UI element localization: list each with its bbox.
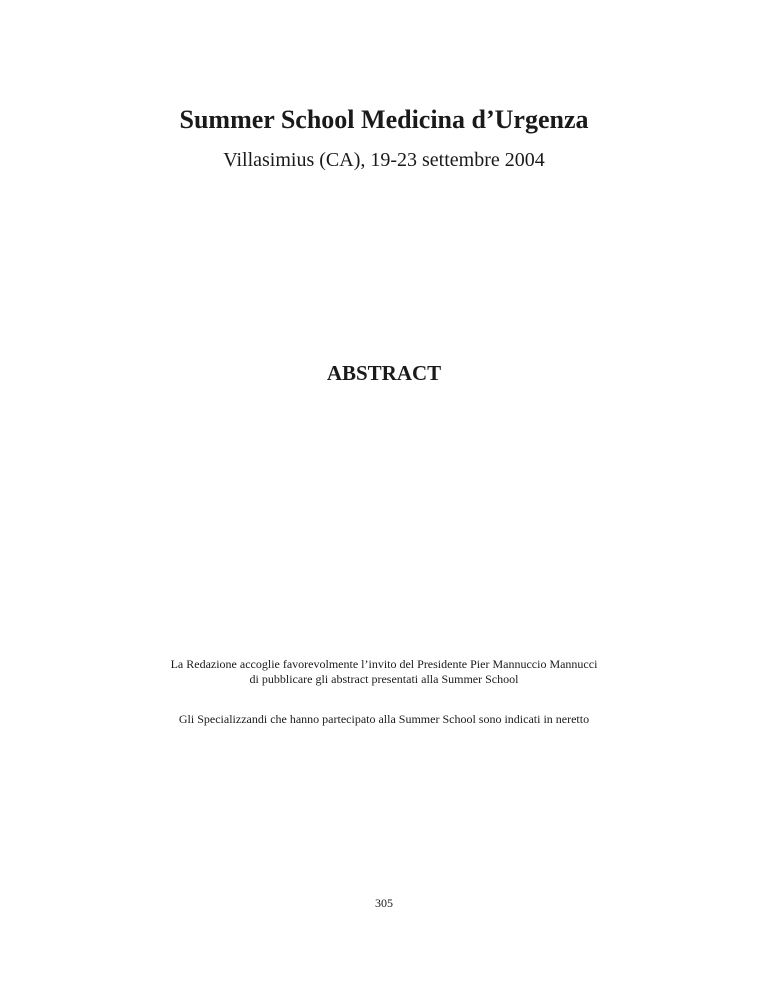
page-number: 305 bbox=[375, 896, 393, 910]
editorial-note-line-2: di pubblicare gli abstract presentati alla Summer School bbox=[249, 672, 519, 686]
specializzandi-note: Gli Specializzandi che hanno partecipato alla Summer School sono indicati in neretto bbox=[178, 712, 590, 726]
page-subtitle: Villasimius (CA), 19-23 settembre 2004 bbox=[223, 149, 545, 171]
section-heading: ABSTRACT bbox=[326, 361, 442, 385]
page-title: Summer School Medicina d’Urgenza bbox=[179, 105, 589, 134]
editorial-note-line-1: La Redazione accoglie favorevolmente l’invito del Presidente Pier Mannuccio Mannucci bbox=[170, 657, 598, 671]
